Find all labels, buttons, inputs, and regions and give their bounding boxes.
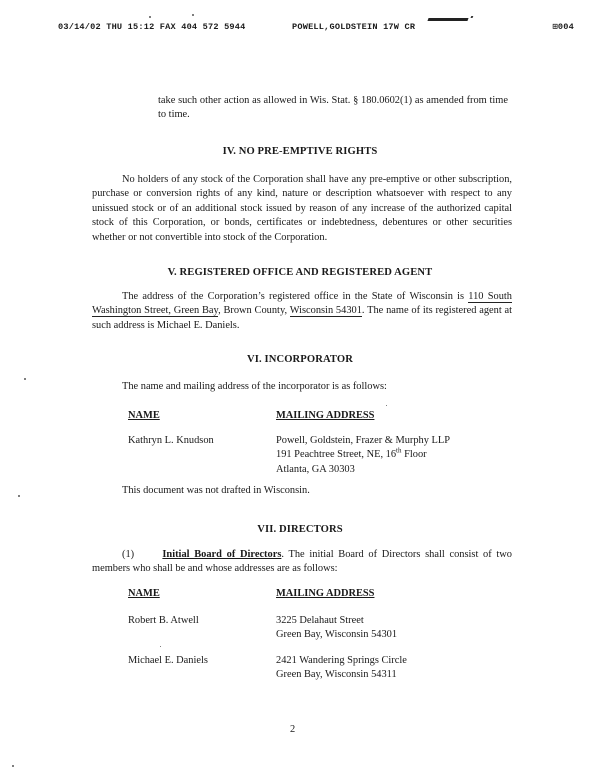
incorporator-address-header: MAILING ADDRESS — [276, 410, 375, 421]
incorporator-name-header: NAME — [128, 410, 160, 421]
section-v-text-pre: The address of the Corporation’s registered office in the State of Wisconsin is — [122, 291, 469, 302]
address-line2-post: Floor — [401, 449, 427, 461]
section-vii-item-1 — [92, 548, 512, 577]
incorporator-address-line1: Powell, Goldstein, Frazer & Murphy LLP — [276, 435, 451, 446]
section-v-body — [92, 290, 512, 333]
director-address — [276, 614, 397, 643]
fax-header — [58, 22, 574, 36]
director-name: Robert B. Atwell — [128, 615, 199, 626]
section-iv-heading: IV. NO PRE-EMPTIVE RIGHTS — [222, 146, 378, 157]
registered-office-address: 110 South Washington Street, Green Bay — [92, 291, 512, 317]
section-vii-heading: VII. DIRECTORS — [257, 524, 343, 535]
section-v-text-mid: , Brown County, — [218, 305, 290, 317]
drafting-note: This document was not drafted in Wisconsin. — [122, 485, 310, 496]
incorporator-name: Kathryn L. Knudson — [128, 435, 214, 446]
director-address-line2: Green Bay, Wisconsin 54301 — [276, 629, 398, 641]
address-line2-pre: 191 Peachtree Street, NE, 16 — [276, 449, 397, 461]
section-vi-heading: VI. INCORPORATOR — [247, 354, 353, 365]
director-address — [276, 654, 407, 683]
page-number: 2 — [290, 724, 296, 735]
incorporator-intro: The name and mailing address of the incorporator is as follows: — [122, 381, 387, 392]
incorporator-address-line2 — [276, 448, 450, 462]
director-address-line1: 3225 Delahaut Street — [276, 615, 364, 626]
fax-scan-mark — [427, 18, 468, 21]
fax-header-timestamp: 03/14/02 THU 15:12 FAX 404 572 5944 — [58, 22, 246, 32]
directors-name-header: NAME — [128, 588, 160, 599]
incorporator-address-line3: Atlanta, GA 30303 — [276, 463, 355, 475]
intro-paragraph: take such other action as allowed in Wis. Stat. § 180.0602(1) as amended from time to time. — [158, 95, 508, 121]
section-v-heading: V. REGISTERED OFFICE AND REGISTERED AGENT — [167, 267, 433, 278]
incorporator-address — [276, 434, 450, 477]
section-iv-body: No holders of any stock of the Corporation shall have any pre-emptive or other subscription, purchase or conversion rights of any kind, nature or description whatsoever with respect to any unissued stock or of an additional stock issued by reason of any increase of the authorized capital stock of this Corporation, or bonds, certificates or indebtedness, debentures or other securities whether or not convertible into stock of the Corporation. — [92, 174, 512, 243]
directors-address-header: MAILING ADDRESS — [276, 588, 375, 599]
section-v-text-post: . The name of its registered agent at such address is Michael E. Daniels. — [92, 305, 513, 331]
item-title: Initial Board of Directors — [162, 549, 282, 560]
address-line2-sup: th — [396, 446, 402, 455]
fax-header-sender: POWELL,GOLDSTEIN 17W CR — [292, 22, 416, 32]
item-body: . The initial Board of Directors shall consist of two members who shall be and whose addresses are as follows: — [92, 549, 512, 575]
registered-office-state-zip: Wisconsin 54301 — [289, 305, 362, 317]
fax-header-page: ⊞004 — [552, 22, 574, 32]
director-name: Michael E. Daniels — [128, 655, 208, 666]
director-address-line2: Green Bay, Wisconsin 54311 — [276, 669, 397, 681]
item-number: (1) — [122, 549, 135, 560]
director-address-line1: 2421 Wandering Springs Circle — [276, 655, 407, 666]
